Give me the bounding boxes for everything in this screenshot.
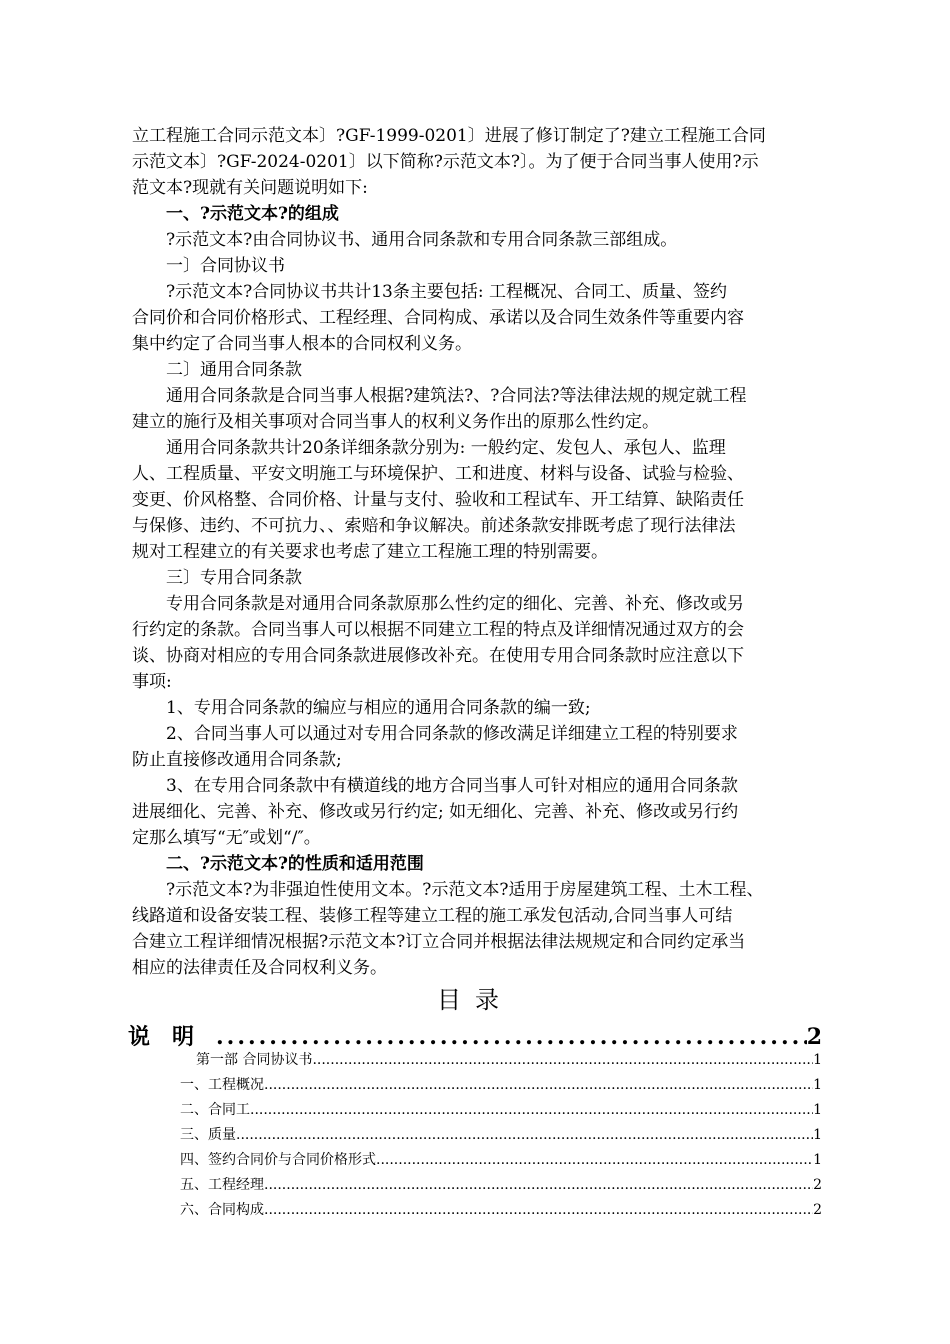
toc-entry[interactable] bbox=[180, 1149, 822, 1169]
toc-leader-dots bbox=[264, 1202, 813, 1218]
section-heading-nature-scope: 二、?示范文本?的性质和适用范围 bbox=[166, 854, 424, 874]
toc-entry-label: 二、合同工 bbox=[180, 1102, 250, 1118]
toc-entry-page: 1 bbox=[813, 1127, 822, 1143]
toc-leader-dots bbox=[312, 1052, 813, 1068]
toc-leader-dots bbox=[250, 1102, 813, 1118]
toc-entry[interactable] bbox=[180, 1174, 822, 1194]
toc-entry-label: 四、签约合同价与合同价格形式 bbox=[180, 1152, 376, 1168]
paragraph-line: 通用合同条款共计20条详细条款分别为: 一般约定、发包人、承包人、监理 bbox=[166, 438, 726, 458]
paragraph-line: 合同价和合同价格形式、工程经理、合同构成、承诺以及合同生效条件等重要内容 bbox=[132, 308, 744, 328]
list-item: 3、在专用合同条款中有横道线的地方合同当事人可针对相应的通用合同条款 bbox=[166, 776, 738, 796]
paragraph-line: 变更、价风格整、合同价格、计量与支付、验收和工程试车、开工结算、缺陷责任 bbox=[132, 490, 744, 510]
paragraph-line: ?示范文本?由合同协议书、通用合同条款和专用合同条款三部组成。 bbox=[166, 230, 678, 250]
paragraph-line: 建立的施行及相关事项对合同当事人的权利义务作出的原那么性约定。 bbox=[132, 412, 659, 432]
toc-entry-page: 1 bbox=[813, 1077, 822, 1093]
paragraph-line: 谈、协商对相应的专用合同条款进展修改补充。在使用专用合同条款时应注意以下 bbox=[132, 646, 744, 666]
toc-entry-page: 2 bbox=[813, 1202, 822, 1218]
toc-entry-label: 五、工程经理 bbox=[180, 1177, 264, 1193]
toc-entry-label: 第一部 合同协议书 bbox=[196, 1052, 313, 1068]
paragraph-line: 相应的法律责任及合同权利义务。 bbox=[132, 958, 387, 978]
toc-entry-page: 1 bbox=[813, 1102, 822, 1118]
toc-entry-page: 2 bbox=[813, 1177, 822, 1193]
paragraph-line: 进展细化、完善、补充、修改或另行约定; 如无细化、完善、补充、修改或另行约 bbox=[132, 802, 739, 822]
toc-title: 目录 bbox=[437, 986, 513, 1014]
paragraph-line: 人、工程质量、平安文明施工与环境保护、工和进度、材料与设备、试验与检验、 bbox=[132, 464, 744, 484]
toc-entry[interactable] bbox=[180, 1074, 822, 1094]
paragraph-line: 范文本?现就有关问题说明如下: bbox=[132, 178, 368, 198]
toc-leader-dots bbox=[236, 1127, 813, 1143]
toc-entry-label: 三、质量 bbox=[180, 1127, 236, 1143]
toc-leader-dots bbox=[216, 1024, 807, 1050]
toc-leader-dots bbox=[264, 1077, 813, 1093]
subsection-heading-agreement: 一〕合同协议书 bbox=[166, 256, 285, 276]
toc-entry-label: 一、工程概况 bbox=[180, 1077, 264, 1093]
paragraph-line: 线路道和设备安装工程、装修工程等建立工程的施工承发包活动,合同当事人可结 bbox=[132, 906, 733, 926]
subsection-heading-special-terms: 三〕专用合同条款 bbox=[166, 568, 302, 588]
paragraph-line: 立工程施工合同示范文本〕?GF-1999-0201〕进展了修订制定了?建立工程施工合同 bbox=[132, 126, 766, 146]
paragraph-line: 集中约定了合同当事人根本的合同权利义务。 bbox=[132, 334, 472, 354]
paragraph-line: 规对工程建立的有关要求也考虑了建立工程施工理的特别需要。 bbox=[132, 542, 608, 562]
paragraph-line: 事项: bbox=[132, 672, 172, 692]
toc-entry-page: 2 bbox=[806, 1024, 822, 1050]
list-item: 1、专用合同条款的编应与相应的通用合同条款的编一致; bbox=[166, 698, 591, 718]
toc-leader-dots bbox=[264, 1177, 813, 1193]
paragraph-line: ?示范文本?合同协议书共计13条主要包括: 工程概况、合同工、质量、签约 bbox=[166, 282, 727, 302]
toc-entry-label: 六、合同构成 bbox=[180, 1202, 264, 1218]
toc-entry-page: 1 bbox=[813, 1152, 822, 1168]
paragraph-line: 合建立工程详细情况根据?示范文本?订立合同并根据法律法规规定和合同约定承当 bbox=[132, 932, 746, 952]
toc-entry[interactable] bbox=[180, 1099, 822, 1119]
paragraph-line: 示范文本〕?GF-2024-0201〕以下简称?示范文本?〕。为了便于合同当事人使用?示 bbox=[132, 152, 759, 172]
paragraph-line: 通用合同条款是合同当事人根据?建筑法?、?合同法?等法律法规的规定就工程 bbox=[166, 386, 747, 406]
toc-entry[interactable] bbox=[196, 1049, 822, 1069]
paragraph-line: 专用合同条款是对通用合同条款原那么性约定的细化、完善、补充、修改或另 bbox=[166, 594, 744, 614]
toc-leader-dots bbox=[376, 1152, 813, 1168]
toc-entry-page: 1 bbox=[813, 1052, 822, 1068]
paragraph-line: 与保修、违约、不可抗力、、索赔和争议解决。前述条款安排既考虑了现行法律法 bbox=[132, 516, 736, 536]
toc-entry-label: 说明 bbox=[128, 1024, 217, 1050]
paragraph-line: ?示范文本?为非强迫性使用文本。?示范文本?适用于房屋建筑工程、土木工程、 bbox=[166, 880, 764, 900]
toc-entry[interactable] bbox=[180, 1124, 822, 1144]
section-heading-composition: 一、?示范文本?的组成 bbox=[166, 204, 339, 224]
paragraph-line: 行约定的条款。合同当事人可以根据不同建立工程的特点及详细情况通过双方的会 bbox=[132, 620, 744, 640]
toc-main-entry[interactable] bbox=[128, 1020, 822, 1051]
paragraph-line: 定那么填写“无″或划“/″。 bbox=[132, 828, 321, 848]
paragraph-line: 防止直接修改通用合同条款; bbox=[132, 750, 342, 770]
list-item: 2、合同当事人可以通过对专用合同条款的修改满足详细建立工程的特别要求 bbox=[166, 724, 738, 744]
toc-entry[interactable] bbox=[180, 1199, 822, 1219]
subsection-heading-general-terms: 二〕通用合同条款 bbox=[166, 360, 302, 380]
